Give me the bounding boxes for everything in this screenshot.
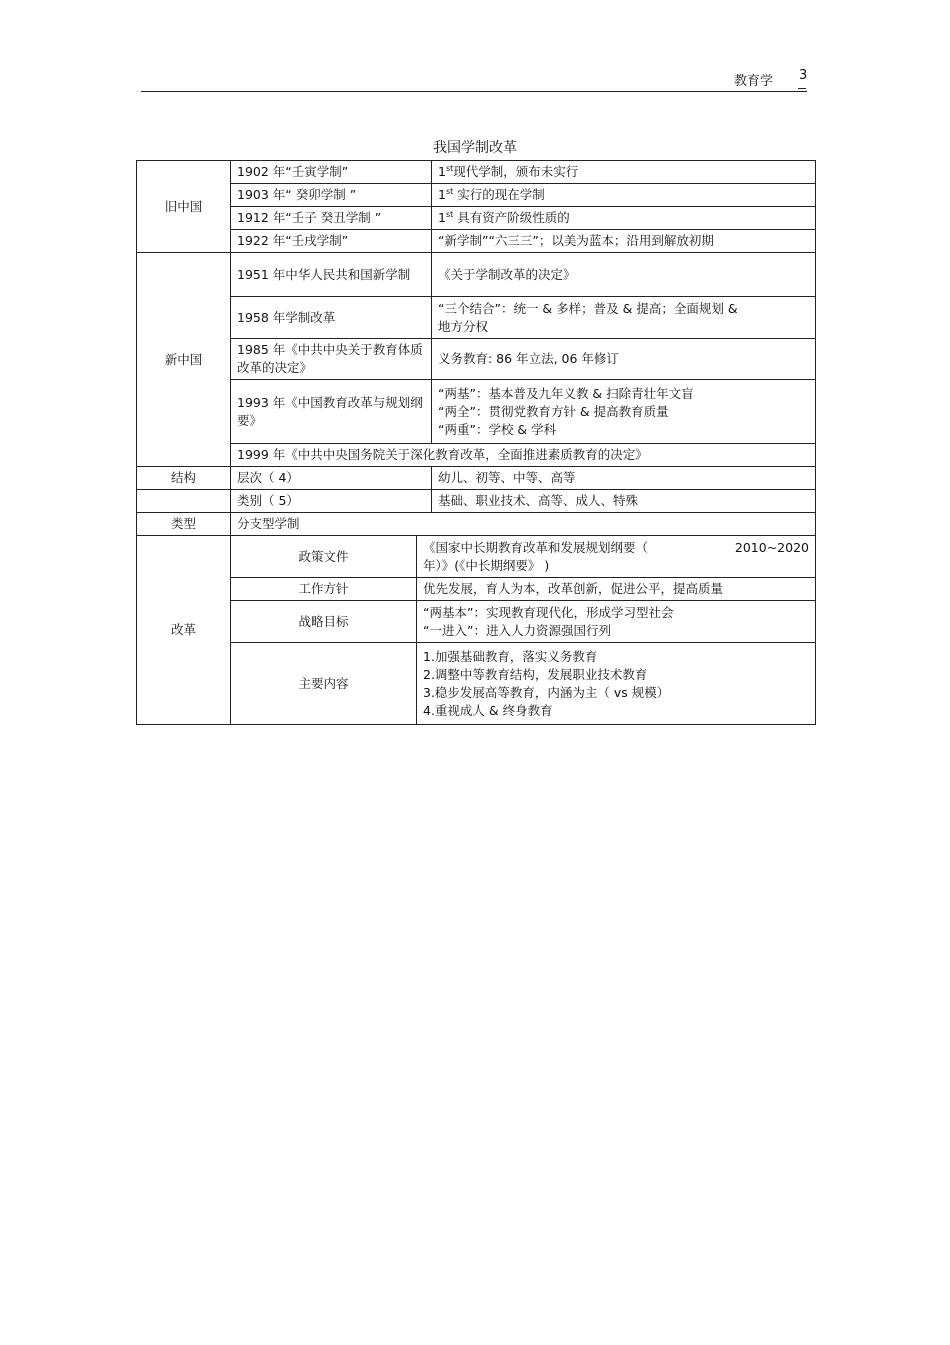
description-line: “两全”：贯彻党教育方针 & 提高教育质量 — [438, 403, 669, 419]
system-description: “新学制”“六三三”；以美为蓝本；沿用到解放初期 — [432, 230, 816, 253]
structure-description: 幼儿、初等、中等、高等 — [432, 467, 816, 490]
description-line: “两重”：学校 & 学科 — [438, 421, 557, 437]
reform-item-name: 政策文件 — [231, 536, 417, 578]
system-name: 1903 年“ 癸卯学制 ” — [231, 184, 432, 207]
system-description: 《关于学制改革的决定》 — [432, 253, 816, 297]
description-line: 4.重视成人 & 终身教育 — [423, 702, 553, 718]
category-new-china: 新中国 — [137, 253, 231, 467]
description-line: 《国家中长期教育改革和发展规划纲要（ 2010~2020 — [423, 539, 809, 555]
system-description: 义务教育: 86 年立法, 06 年修订 — [432, 339, 816, 380]
document-title: 我国学制改革 — [433, 140, 517, 156]
category-old-china: 旧中国 — [137, 161, 231, 253]
system-description: 1st现代学制，颁布未实行 — [432, 161, 816, 184]
description-line: 2.调整中等教育结构，发展职业技术教育 — [423, 666, 648, 682]
description-line: “两基”：基本普及九年义教 & 扫除青壮年文盲 — [438, 385, 694, 401]
system-description: 1st 具有资产阶级性质的 — [432, 207, 816, 230]
page-number-underline — [798, 88, 806, 89]
description-line: “两基本”：实现教育现代化，形成学习型社会 — [423, 604, 674, 620]
reform-item-name: 战略目标 — [231, 601, 417, 643]
reform-item-name: 工作方针 — [231, 578, 417, 601]
page-number: 3 — [799, 68, 808, 83]
reform-item-description — [417, 643, 816, 725]
system-description — [432, 297, 816, 339]
system-description: 1st 实行的现在学制 — [432, 184, 816, 207]
category-empty — [137, 490, 231, 513]
reform-item-name: 主要内容 — [231, 643, 417, 725]
structure-name: 层次（ 4） — [231, 467, 432, 490]
description-line: 年）》(《中长期纲要》 ) — [423, 557, 550, 573]
system-name: 1958 年学制改革 — [231, 297, 432, 339]
system-name: 1922 年“壬戌学制” — [231, 230, 432, 253]
system-name: 1902 年“壬寅学制” — [231, 161, 432, 184]
system-description — [432, 380, 816, 444]
school-system-reform-table — [136, 160, 816, 725]
header-subject: 教育学 — [734, 74, 774, 89]
system-name: 1912 年“壬子 癸丑学制 ” — [231, 207, 432, 230]
system-name: 1985 年《中共中央关于教育体质改革的决定》 — [231, 339, 432, 380]
description-line: 3.稳步发展高等教育，内涵为主（ vs 规模） — [423, 684, 670, 700]
category-structure: 结构 — [137, 467, 231, 490]
type-value: 分支型学制 — [231, 513, 816, 536]
reform-item-description — [417, 601, 816, 643]
category-type: 类型 — [137, 513, 231, 536]
reform-item-description — [417, 536, 816, 578]
description-line: 地方分权 — [438, 318, 489, 334]
description-line: “一进入”：进入人力资源强国行列 — [423, 622, 611, 638]
structure-description: 基础、职业技术、高等、成人、特殊 — [432, 490, 816, 513]
structure-name: 类别（ 5） — [231, 490, 432, 513]
category-reform: 改革 — [137, 536, 231, 725]
system-name-1999: 1999 年《中共中央国务院关于深化教育改革，全面推进素质教育的决定》 — [231, 444, 816, 467]
header-rule — [141, 91, 807, 92]
system-name: 1993 年《中国教育改革与规划纲要》 — [231, 380, 432, 444]
reform-item-description: 优先发展，育人为本，改革创新，促进公平，提高质量 — [417, 578, 816, 601]
description-line: “三个结合”：统一 & 多样；普及 & 提高；全面规划 & — [438, 300, 738, 316]
description-line: 1.加强基础教育，落实义务教育 — [423, 648, 598, 664]
system-name: 1951 年中华人民共和国新学制 — [231, 253, 432, 297]
